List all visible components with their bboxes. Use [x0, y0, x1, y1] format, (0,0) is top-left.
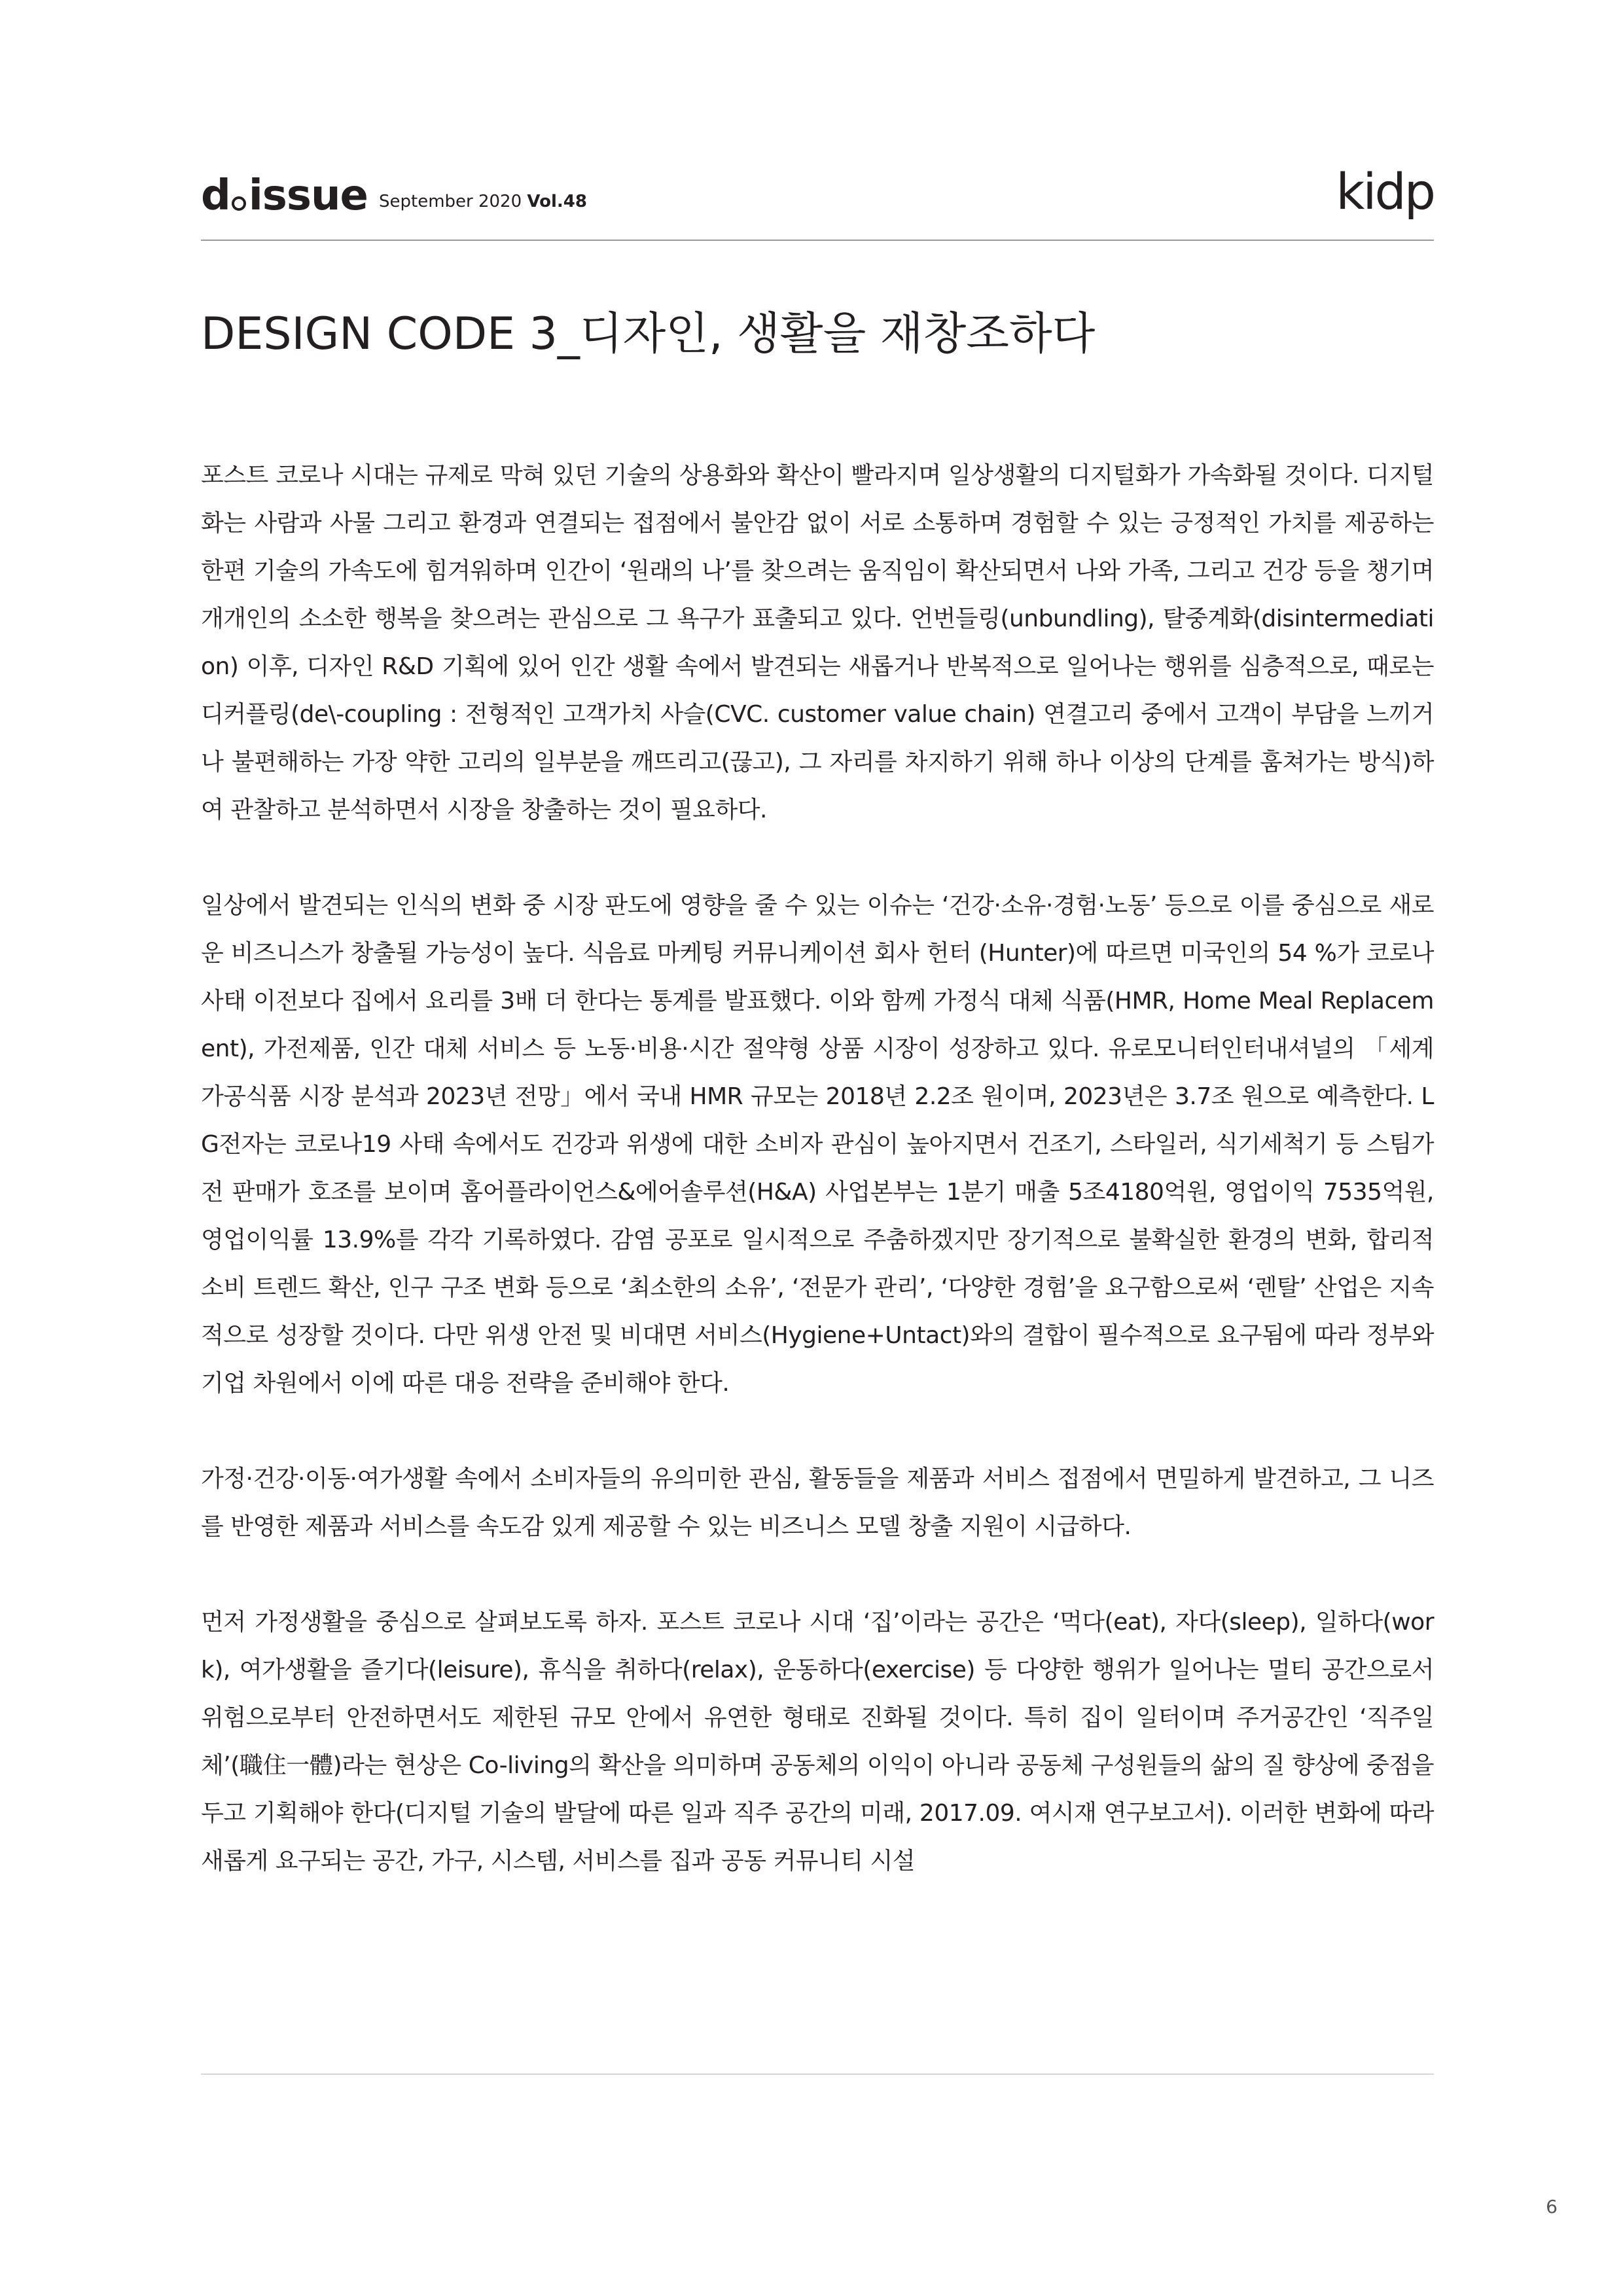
brand-prefix: d [201, 171, 230, 220]
brand-suffix: issue [248, 171, 368, 220]
issue-date: September 2020 [379, 192, 527, 211]
article-title: DESIGN CODE 3_디자인, 생활을 재창조하다 [201, 308, 1096, 360]
page-header [201, 162, 1434, 239]
kidp-logo: kidp [1336, 162, 1434, 221]
footer-divider [201, 2073, 1434, 2075]
paragraph: 일상에서 발견되는 인식의 변화 중 시장 판도에 영향을 줄 수 있는 이슈는 ‘건강·소유·경험·노동’ 등으로 이를 중심으로 새로운 비즈니스가 창출될 가능성이 높다. 식음료 마케팅 커뮤니케이션 회사 헌터 (Hunter)에 따르면 미국인의 54 %가 코로나 사태 이전보다 집에서 요리를 3배 더 한다는 통계를 발표했다. 이와 함께 가정식 대체 식품(HMR, Home Meal Replacement), 가전제품, 인간 대체 서비스 등 노동·비용·시간 절약형 상품 시장이 성장하고 있다. 유로모니터인터내셔널의 「세계 가공식품 시장 분석과 2023년 전망」에서 국내 HMR 규모는 2018년 2.2조 원이며, 2023년은 3.7조 원으로 예측한다. LG전자는 코로나19 사태 속에서도 건강과 위생에 대한 소비자 관심이 높아지면서 건조기, 스타일러, 식기세척기 등 스팀가전 판매가 호조를 보이며 홈어플라이언스&에어솔루션(H&A) 사업본부는 1분기 매출 5조4180억원, 영업이익 7535억원, 영업이익률 13.9%를 각각 기록하였다. 감염 공포로 일시적으로 주춤하겠지만 장기적으로 불확실한 환경의 변화, 합리적 소비 트렌드 확산, 인구 구조 변화 등으로 ‘최소한의 소유’, ‘전문가 관리’, ‘다양한 경험’을 요구함으로써 ‘렌탈’ 산업은 지속적으로 성장할 것이다. 다만 위생 안전 및 비대면 서비스(Hygiene+Untact)와의 결합이 필수적으로 요구됨에 따라 정부와 기업 차원에서 이에 따른 대응 전략을 준비해야 한다. [201, 892, 1434, 1397]
publication-logo [201, 171, 368, 220]
paragraph: 포스트 코로나 시대는 규제로 막혀 있던 기술의 상용화와 확산이 빨라지며 일상생활의 디지털화가 가속화될 것이다. 디지털화는 사람과 사물 그리고 환경과 연결되는 접점에서 불안감 없이 서로 소통하며 경험할 수 있는 긍정적인 가치를 제공하는 한편 기술의 가속도에 힘겨워하며 인간이 ‘원래의 나’를 찾으려는 움직임이 확산되면서 나와 가족, 그리고 건강 등을 챙기며 개개인의 소소한 행복을 찾으려는 관심으로 그 욕구가 표출되고 있다. 언번들링(unbundling), 탈중계화(disintermediation) 이후, 디자인 R&D 기획에 있어 인간 생활 속에서 발견되는 새롭거나 반복적으로 일어나는 행위를 심층적으로, 때로는 디커플링(de\-coupling : 전형적인 고객가치 사슬(CVC. customer value chain) 연결고리 중에서 고객이 부담을 느끼거나 불편해하는 가장 약한 고리의 일부분을 깨뜨리고(끊고), 그 자리를 차지하기 위해 하나 이상의 단계를 훔쳐가는 방식)하여 관찰하고 분석하면서 시장을 창출하는 것이 필요하다. [201, 462, 1434, 823]
issue-volume: Vol.48 [527, 192, 587, 211]
brand-dot-icon [232, 196, 246, 211]
header-divider [201, 240, 1434, 241]
paragraph: 먼저 가정생활을 중심으로 살펴보도록 하자. 포스트 코로나 시대 ‘집’이라는 공간은 ‘먹다(eat), 자다(sleep), 일하다(work), 여가생활을 즐기다(leisure), 휴식을 취하다(relax), 운동하다(exercise) 등 다양한 행위가 일어나는 멀티 공간으로서 위험으로부터 안전하면서도 제한된 규모 안에서 유연한 형태로 진화될 것이다. 특히 집이 일터이며 주거공간인 ‘직주일체’(職住一體)라는 현상은 Co-living의 확산을 의미하며 공동체의 이익이 아니라 공동체 구성원들의 삶의 질 향상에 중점을 두고 기획해야 한다(디지털 기술의 발달에 따른 일과 직주 공간의 미래, 2017.09. 여시재 연구보고서). 이러한 변화에 따라 새롭게 요구되는 공간, 가구, 시스템, 서비스를 집과 공동 커뮤니티 시설 [201, 1609, 1434, 1874]
article-body [201, 452, 1434, 1933]
page-number: 6 [1546, 2196, 1558, 2217]
paragraph: 가정·건강·이동·여가생활 속에서 소비자들의 유의미한 관심, 활동들을 제품과 서비스 접점에서 면밀하게 발견하고, 그 니즈를 반영한 제품과 서비스를 속도감 있게 제공할 수 있는 비즈니스 모델 창출 지원이 시급하다. [201, 1465, 1434, 1540]
issue-info [379, 193, 587, 210]
